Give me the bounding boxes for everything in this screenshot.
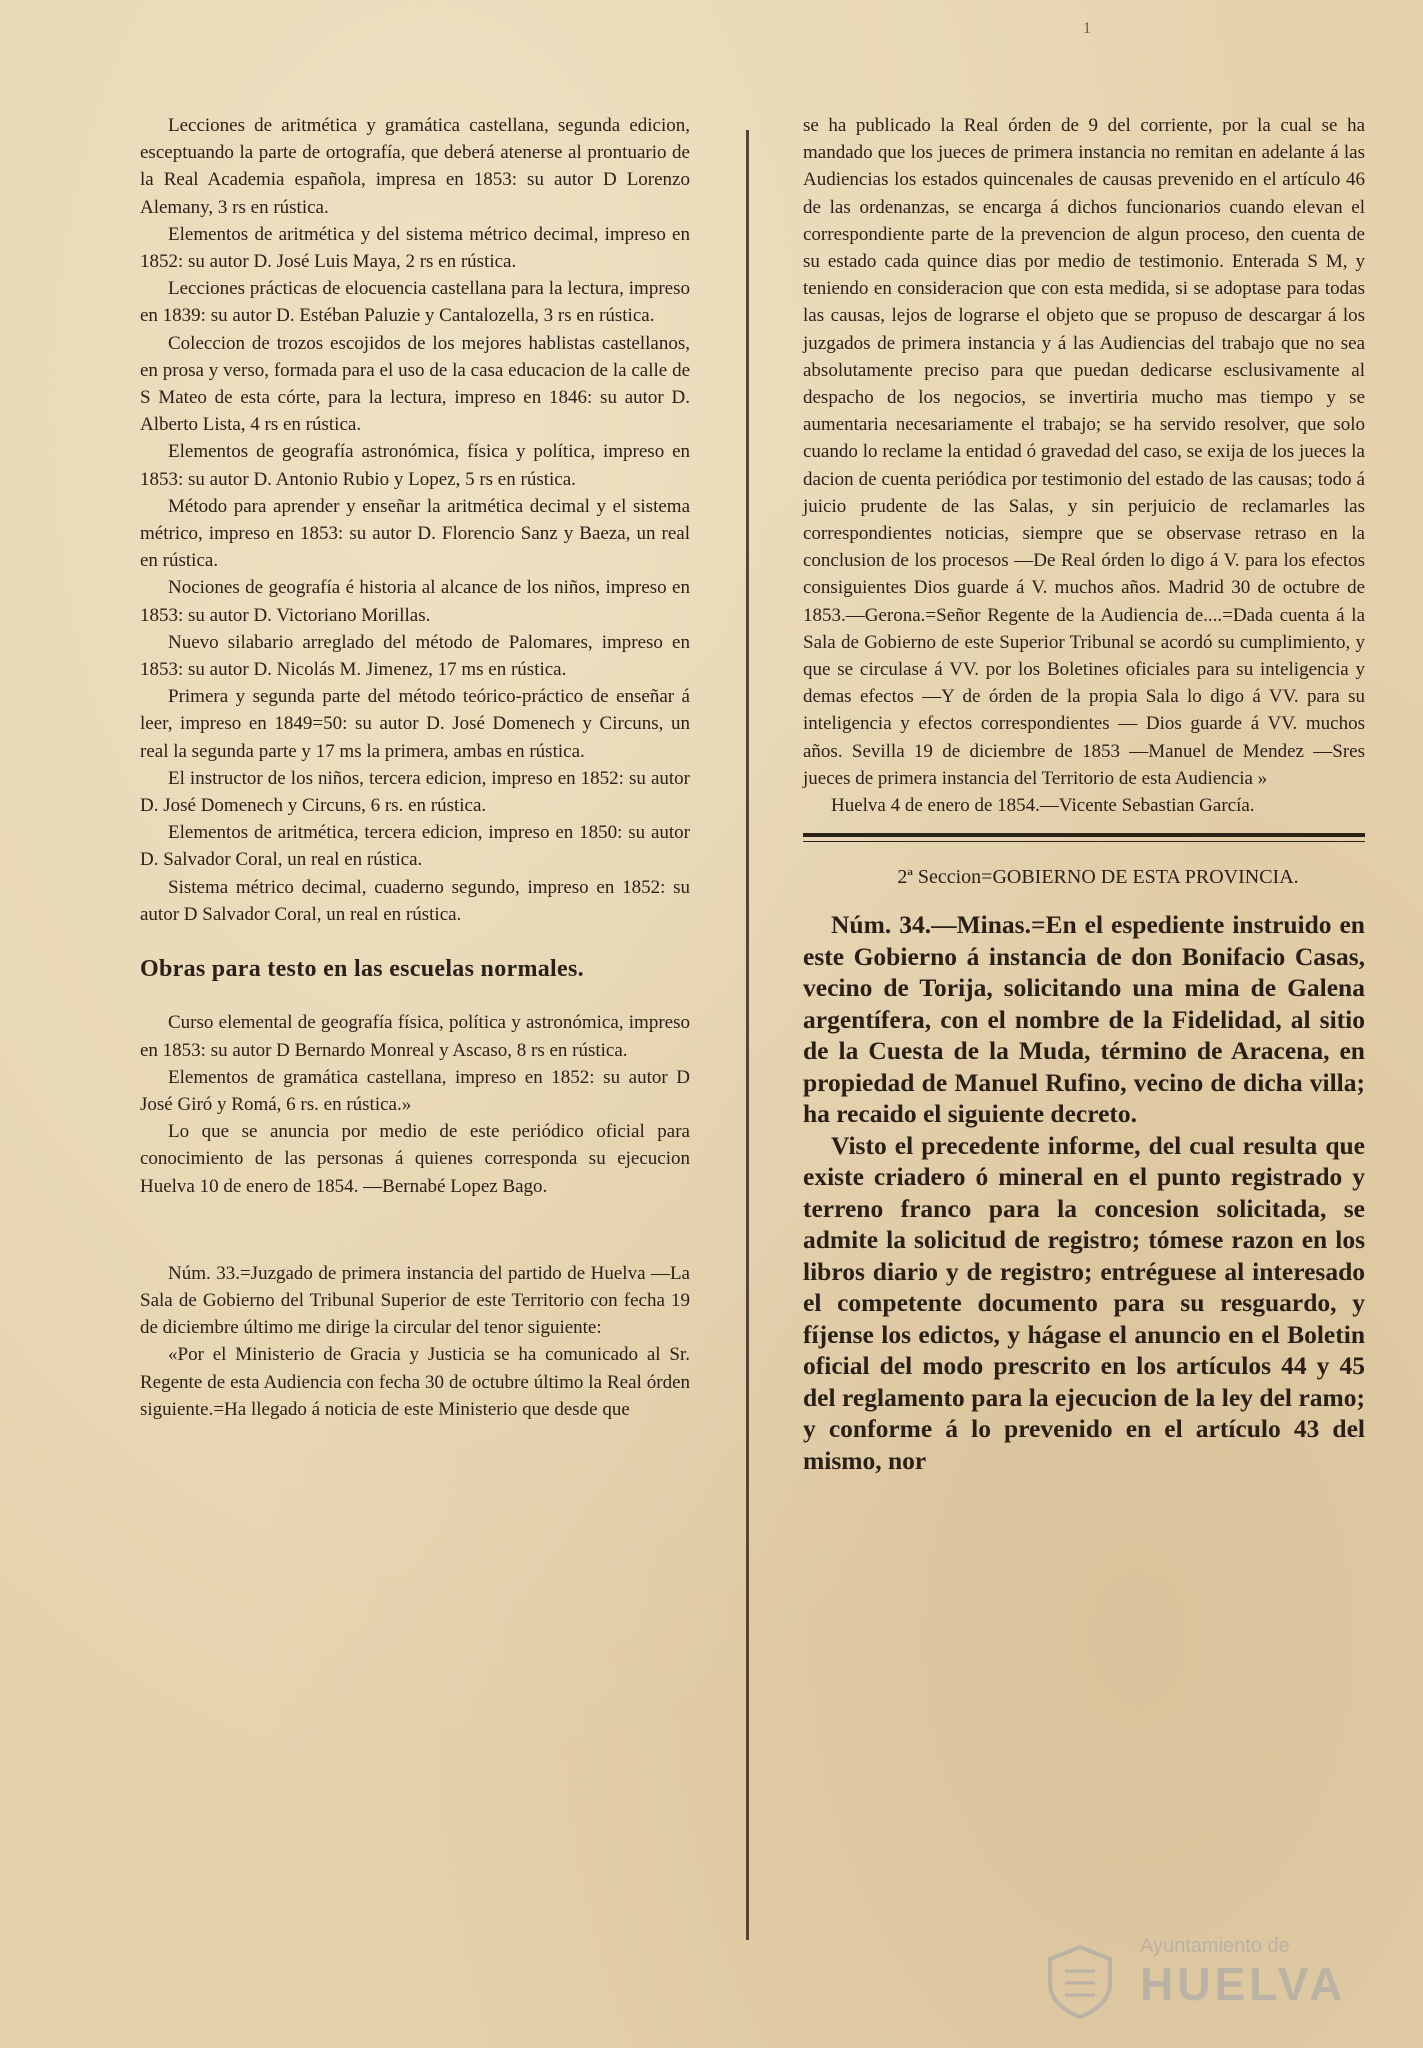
paragraph: Nociones de geografía é historia al alcance de los niños, impreso en 1853: su autor D. Victoriano Morillas.: [140, 577, 690, 626]
section-title: 2ª Seccion=GOBIERNO DE ESTA PROVINCIA.: [897, 866, 1299, 889]
watermark-line2: HUELVA: [1140, 1958, 1347, 2010]
left-bottom-paragraphs: [140, 1260, 690, 1423]
page-marker: 1: [1083, 20, 1091, 37]
paragraph: Lo que se anuncia por medio de este periódico oficial para conocimiento de las personas á quienes corresponda su ejecucion Huelva 10 de enero de 1854. —Bernabé Lopez Bago.: [140, 1121, 690, 1197]
paragraph: Nuevo silabario arreglado del método de Palomares, impreso en 1853: su autor D. Nicolás M. Jimenez, 17 ms en rústica.: [140, 631, 690, 681]
left-column: [140, 112, 690, 1423]
paragraph: Núm. 33.=Juzgado de primera instancia del partido de Huelva —La Sala de Gobierno del Tribunal Superior de este Territorio con fecha 19 de diciembre último me dirige la circular del tenor siguiente:: [140, 1262, 690, 1339]
paragraph: Núm. 34.—Minas.=En el espediente instruido en este Gobierno á instancia de don Bonifacio Casas, vecino de Torija, solicitando una mina de Galena argentífera, con el nombre de la Fidelidad, al sitio de la Cuesta de la Muda, término de Aracena, en propiedad de Manuel Rufino, vecino de dicha villa; ha recaido el siguiente decreto.: [803, 910, 1365, 1129]
watermark-line1: Ayuntamiento de: [1140, 1935, 1290, 1957]
paragraph: Elementos de geografía astronómica, física y política, impreso en 1853: su autor D. Antonio Rubio y Lopez, 5 rs en rústica.: [140, 441, 690, 490]
left-mid-paragraphs: [140, 1009, 690, 1199]
watermark: [1020, 1935, 1370, 2025]
paragraph: Lecciones prácticas de elocuencia castellana para la lectura, impreso en 1839: su autor D. Estéban Paluzie y Cantalozella, 3 rs en rústica.: [140, 278, 690, 327]
paragraph: Primera y segunda parte del método teórico-práctico de enseñar á leer, impreso en 1849=50: su autor D. José Domenech y Circuns, un real la segunda parte y 17 ms la primera, ambas en rústica.: [140, 686, 690, 762]
signature-line: Huelva 4 de enero de 1854.—Vicente Sebastian García.: [831, 795, 1255, 817]
column-divider: [746, 130, 749, 1940]
right-column: [803, 112, 1365, 1476]
paragraph: se ha publicado la Real órden de 9 del corriente, por la cual se ha mandado que los jueces de primera instancia no remitan en adelante á las Audiencias los estados quincenales de causas prevenido en el artículo 46 de las ordenanzas, se encarga á dichos funcionarios cuando elevan el correspondiente parte de la prevencion de algun proceso, den cuenta de su estado cada quince dias por medio de testimonio. Enterada S M, y teniendo en consideracion que con esta medida, si se adoptase para todas las causas, lejos de lograrse el objeto que se propuso de descargar á los juzgados de primera instancia y á las Audiencias del trabajo que no sea absolutamente preciso para que puedan dedicarse esclusivamente al despacho de los negocios, se invertiria mucho mas tiempo y se aumentaria necesariamente el trabajo; se ha servido resolver, que solo cuando lo reclame la entidad ó gravedad del caso, se exija de los jueces la dacion de cuenta periódica por testimonio del estado de las causas; todo á juicio prudente de las Salas, y sin perjuicio de reclamarles las correspondientes noticias, siempre que se observase retraso en la conclusion de los procesos —De Real órden lo digo á V. para los efectos consiguientes Dios guarde á V. muchos años. Madrid 30 de octubre de 1853.—Gerona.=Señor Regente de la Audiencia de....=Dada cuenta á la Sala de Gobierno de este Superior Tribunal se acordó su cumplimiento, y que se circulase á VV. por los Boletines oficiales para su inteligencia y demas efectos —Y de órden de la propia Sala lo digo á VV. para su inteligencia y efectos correspondientes — Dios guarde á VV. muchos años. Sevilla 19 de diciembre de 1853 —Manuel de Mendez —Sres jueces de primera instancia del Territorio de esta Audiencia »: [803, 115, 1365, 789]
paragraph: Sistema métrico decimal, cuaderno segundo, impreso en 1852: su autor D Salvador Coral, un real en rústica.: [140, 876, 690, 925]
paragraph: Elementos de aritmética, tercera edicion, impreso en 1850: su autor D. Salvador Coral, un real en rústica.: [140, 822, 690, 871]
paragraph: Lecciones de aritmética y gramática castellana, segunda edicion, esceptuando la parte de ortografía, que deberá atenerse al prontuario de la Real Academia española, impresa en 1853: su autor D Lorenzo Alemany, 3 rs en rústica.: [140, 115, 690, 218]
crest-icon: [1040, 1941, 1120, 2021]
paragraph: Elementos de gramática castellana, impreso en 1852: su autor D José Giró y Romá, 6 rs. en rústica.»: [140, 1066, 690, 1115]
left-top-paragraphs: [140, 112, 690, 928]
paragraph: «Por el Ministerio de Gracia y Justicia se ha comunicado al Sr. Regente de esta Audiencia con fecha 30 de octubre último la Real órden siguiente.=Ha llegado á noticia de este Ministerio que desde que: [140, 1344, 690, 1420]
paragraph: Curso elemental de geografía física, política y astronómica, impreso en 1853: su autor D Bernardo Monreal y Ascaso, 8 rs en rústica.: [140, 1012, 690, 1061]
paragraph: Método para aprender y enseñar la aritmética decimal y el sistema métrico, impreso en 1853: su autor D. Florencio Sanz y Baeza, un real en rústica.: [140, 495, 690, 572]
paragraph: El instructor de los niños, tercera edicion, impreso en 1852: su autor D. José Domenech y Circuns, 6 rs. en rústica.: [140, 767, 690, 817]
spacer: [140, 1200, 690, 1260]
paragraph: Coleccion de trozos escojidos de los mejores hablistas castellanos, en prosa y verso, formada para el uso de la casa educacion de la calle de S Mateo de esta córte, para la lectura, impreso en 1846: su autor D. Alberto Lista, 4 rs en rústica.: [140, 332, 690, 436]
paragraph: Visto el precedente informe, del cual resulta que existe criadero ó mineral en el punto registrado y terreno franco para la concesion solicitada, se admite la solicitud de registro; tómese razon en los libros diario y de registro; entréguese al interesado el competente documento para su resguardo, y fíjense los edictos, y hágase el anuncio en el Boletin oficial del modo prescrito en los artículos 44 y 45 del reglamento para la ejecucion de la ley del ramo; y conforme á lo prevenido en el artículo 43 del mismo, nor: [803, 1130, 1365, 1475]
big-paragraphs: [803, 909, 1365, 1476]
section-rule: [803, 833, 1365, 842]
section-heading: Obras para testo en las escuelas normales.: [140, 956, 584, 983]
paragraph: Elementos de aritmética y del sistema métrico decimal, impreso en 1852: su autor D. José Luis Maya, 2 rs en rústica.: [140, 223, 690, 273]
